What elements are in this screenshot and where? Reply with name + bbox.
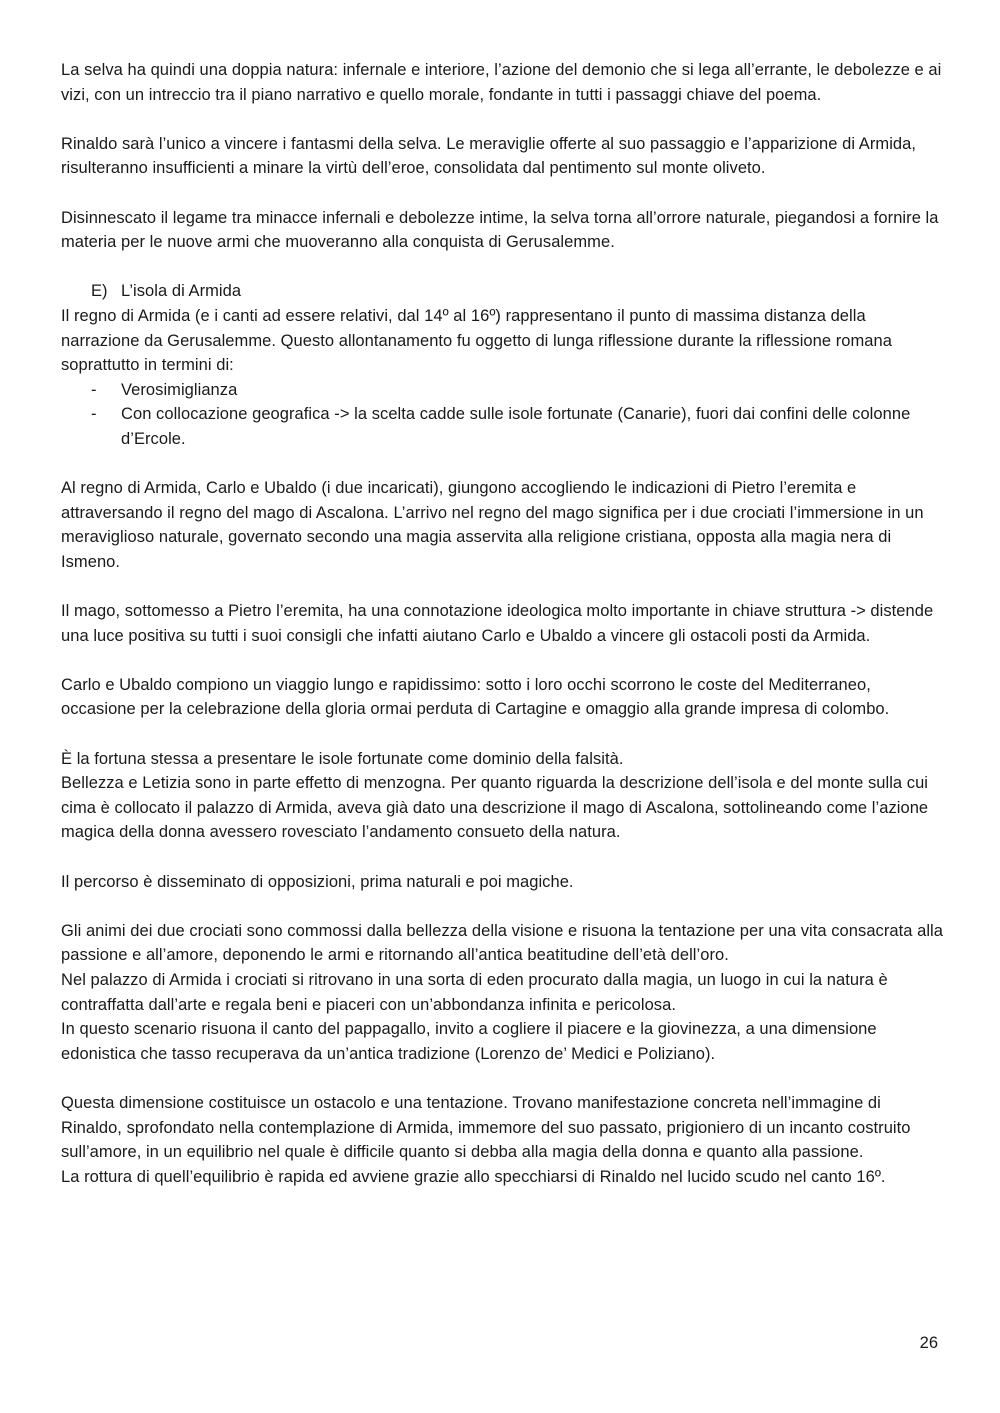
paragraph-beauty: Bellezza e Letizia sono in parte effetto di menzogna. Per quanto riguarda la descrizione dell’isola e del monte sulla cui cima è collocato il palazzo di Armida, aveva già dato una descrizione il mago di Ascalona, sottolineando come l’azione magica della donna avessero rovesciato l’andamento consueto della natura. xyxy=(61,774,929,842)
bullet-dash: - xyxy=(91,405,97,424)
section-letter: E) xyxy=(91,282,108,301)
paragraph-selva-disarmed: Disinnescato il legame tra minacce infernali e debolezze intime, la selva torna all’orrore naturale, piegandosi a fornire la materia per le nuove armi che muoveranno alla conquista di Gerusalemme. xyxy=(61,208,939,252)
paragraph-journey-start: Al regno di Armida, Carlo e Ubaldo (i due incaricati), giungono accogliendo le indicazioni di Pietro l’eremita e attraversando il regno del mago di Ascalona. L’arrivo nel regno del mago significa per i due crociati l’immersione in un meraviglioso naturale, governato secondo una magia asservita alla religione cristiana, opposta alla magia nera di Ismeno. xyxy=(61,479,924,571)
paragraph-selva-nature: La selva ha quindi una doppia natura: infernale e interiore, l’azione del demonio che si lega all’errante, le debolezze e ai vizi, con un intreccio tra il piano narrativo e quello morale, fondante in tutti i passaggi chiave del poema. xyxy=(61,61,942,104)
paragraph-rinaldo-victory: Rinaldo sarà l’unico a vincere i fantasmi della selva. Le meraviglie offerte al suo passaggio e l’apparizione di Armida, risulteranno insufficienti a minare la virtù dell’eroe, consolidata dal pentimento sul monte oliveto. xyxy=(61,134,916,178)
list-item-text: Verosimiglianza xyxy=(121,380,238,399)
list-item-text: Con collocazione geografica -> la scelta cadde sulle isole fortunate (Canarie), fuori dai confini delle colonne d’Ercole. xyxy=(121,405,911,448)
paragraph-path: Il percorso è disseminato di opposizioni, prima naturali e poi magiche. xyxy=(61,872,574,891)
paragraph-fortune: È la fortuna stessa a presentare le isole fortunate come dominio della falsità. xyxy=(61,749,624,768)
paragraph-souls: Gli animi dei due crociati sono commossi dalla bellezza della visione e risuona la tentazione per una vita consacrata alla passione e all’amore, deponendo le armi e ritornando all’antica beatitudine dell’età dell’oro. xyxy=(61,921,943,965)
section-intro: Il regno di Armida (e i canti ad essere relativi, dal 14º al 16º) rappresentano il punto di massima distanza della narrazione da Gerusalemme. Questo allontanamento fu oggetto di lunga riflessione durante la riflessione romana soprattutto in termini di: xyxy=(61,306,892,375)
paragraph-obstacle: Questa dimensione costituisce un ostacolo e una tentazione. Trovano manifestazione concreta nell’immagine di Rinaldo, sprofondato nella contemplazione di Armida, immemore del suo passato, prigioniero di un incanto costruito sull’amore, in un equilibrio nel quale è difficile quanto si debba alla magia della donna e quanto alla passione. xyxy=(61,1093,911,1162)
paragraph-mago: Il mago, sottomesso a Pietro l’eremita, ha una connotazione ideologica molto importante in chiave struttura -> distende una luce positiva su tutti i suoi consigli che infatti aiutano Carlo e Ubaldo a vincere gli ostacoli posti da Armida. xyxy=(61,602,934,645)
list-item xyxy=(61,402,946,451)
bullet-list xyxy=(61,378,946,452)
section-heading xyxy=(61,279,946,304)
section-title: L’isola di Armida xyxy=(121,282,242,301)
paragraph-parrot: In questo scenario risuona il canto del pappagallo, invito a cogliere il piacere e la giovinezza, a una dimensione edonistica che tasso recuperava da un’antica tradizione (Lorenzo de’ Medici e Poliziano). xyxy=(61,1020,877,1063)
paragraph-voyage: Carlo e Ubaldo compiono un viaggio lungo e rapidissimo: sotto i loro occhi scorrono le coste del Mediterraneo, occasione per la celebrazione della gloria ormai perduta di Cartagine e omaggio alla grande impresa di colombo. xyxy=(61,675,890,719)
list-item xyxy=(61,378,946,403)
bullet-dash: - xyxy=(91,380,97,399)
paragraph-palace: Nel palazzo di Armida i crociati si ritrovano in una sorta di eden procurato dalla magia, un luogo in cui la natura è contraffatta dall’arte e regala beni e piaceri con un’abbondanza infinita e pericolosa. xyxy=(61,970,888,1014)
paragraph-rupture: La rottura di quell’equilibrio è rapida ed avviene grazie allo specchiarsi di Rinaldo nel lucido scudo nel canto 16º. xyxy=(61,1167,886,1186)
page-number: 26 xyxy=(919,1334,938,1352)
document-page xyxy=(61,58,946,1189)
